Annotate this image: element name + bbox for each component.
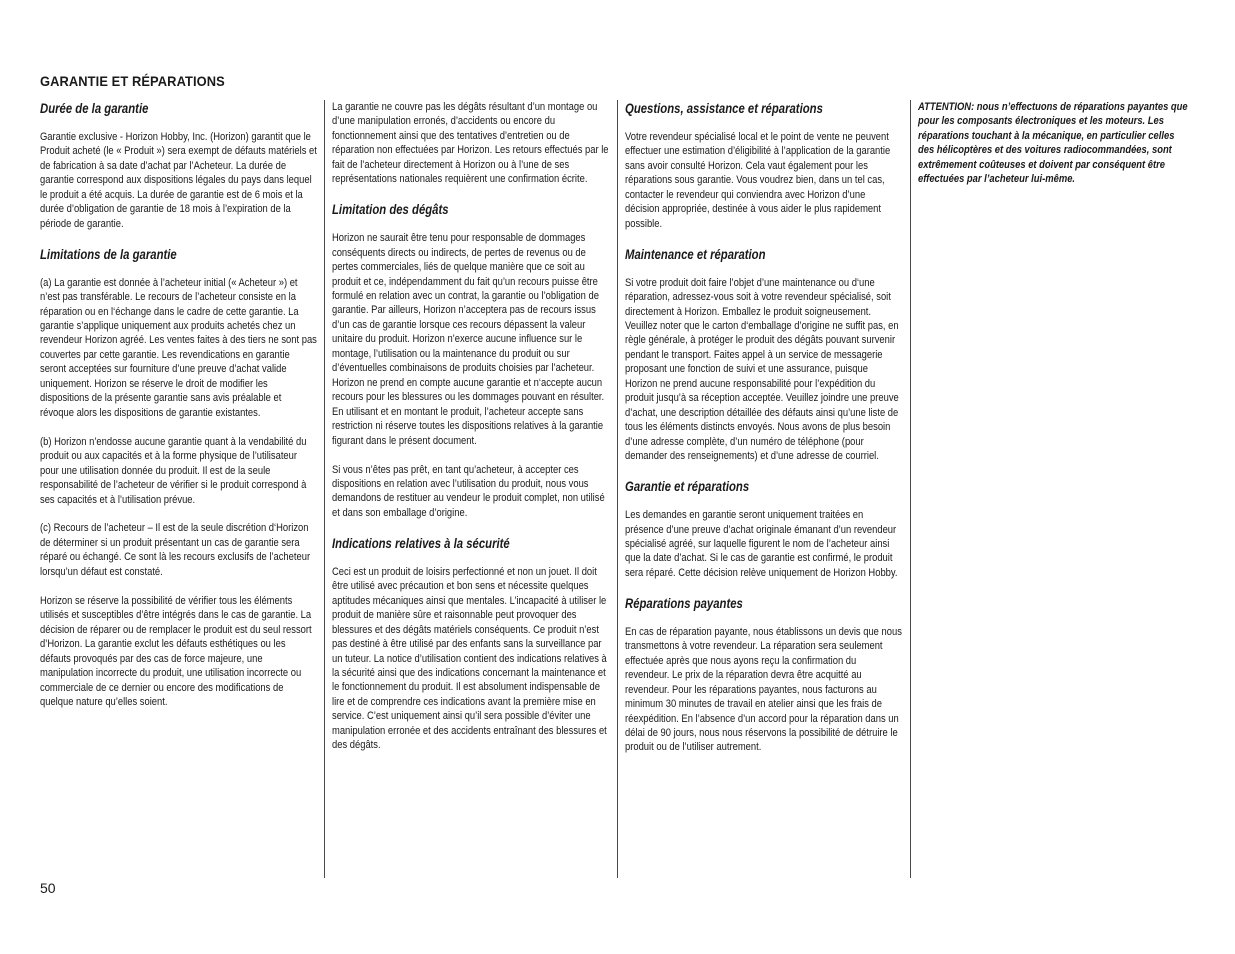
column-divider — [910, 100, 911, 878]
column-3 — [625, 100, 901, 769]
section-heading-securite: Indications relatives à la sécurité — [332, 535, 510, 551]
section-heading-garantie-reparations: Garantie et réparations — [625, 479, 750, 495]
paragraph: (a) La garantie est donnée à l’acheteur initial (« Acheteur ») et n’est pas transférable. Le recours de l’acheteur consiste en la réparation ou en l‘échange dans le cadre de cette garantie. La garantie s’applique uniquement aux produits achetés chez un revendeur Horizon agréé. Les ventes faites à des tiers ne sont pas couvertes par cette garantie. Les revendications en garantie seront acceptées sur fourniture d’une preuve d’achat valide uniquement. Horizon se réserve le droit de modifier les dispositions de la présente garantie sans avis préalable et révoque alors les dispositions de garantie existantes. — [40, 276, 317, 419]
column-1 — [40, 100, 316, 724]
paragraph: Si vous n’êtes pas prêt, en tant qu’acheteur, à accepter ces dispositions en relation avec l’utilisation du produit, nous vous demandons de restituer au vendeur le produit complet, non utilisé et dans son emballage d’origine. — [332, 463, 605, 519]
page-title: GARANTIE ET RÉPARATIONS — [40, 73, 225, 89]
section-heading-questions: Questions, assistance et réparations — [625, 101, 823, 116]
page-number: 50 — [40, 880, 56, 896]
paragraph: La garantie ne couvre pas les dégâts résultant d’un montage ou d’une manipulation erronés, d’accidents ou encore du fonctionnement ainsi que des tentatives d’entretien ou de réparation non effectuées par Horizon. Les retours effectués par le fait de l’acheteur directement à Horizon ou à l’une de ses représentations nationales requièrent une confirmation écrite. — [332, 101, 609, 186]
section-heading-reparations-payantes: Réparations payantes — [625, 595, 743, 611]
column-2 — [332, 100, 608, 767]
paragraph: Garantie exclusive - Horizon Hobby, Inc. (Horizon) garantit que le Produit acheté (le « Produit ») sera exempt de défauts matériels et de fabrication à sa date d’achat par l’Acheteur. La durée de garantie correspond aux dispositions légales du pays dans lequel le produit a été acquis. La durée de garantie est de 6 mois et la durée d’obligation de garantie de 18 mois à l’expiration de la période de garantie. — [40, 131, 317, 230]
section-heading-maintenance: Maintenance et réparation — [625, 246, 766, 262]
section-heading-limitations-garantie: Limitations de la garantie — [40, 246, 177, 262]
paragraph: (c) Recours de l’acheteur – Il est de la seule discrétion d‘Horizon de déterminer si un produit présentant un cas de garantie sera réparé ou échangé. Ce sont là les recours exclusifs de l’acheteur lorsqu’un défaut est constaté. — [40, 522, 311, 578]
paragraph: En cas de réparation payante, nous établissons un devis que nous transmettons à votre revendeur. La réparation sera seulement effectuée après que nous ayons reçu la confirmation du revendeur. Le prix de la réparation devra être acquitté au revendeur. Pour les réparations payantes, nous facturons au minimum 30 minutes de travail en atelier ainsi que les frais de réexpédition. En l’absence d’un accord pour la réparation dans un délai de 90 jours, nous nous réservons la possibilité de détruire le produit ou de l’utiliser autrement. — [625, 625, 902, 754]
paragraph: Votre revendeur spécialisé local et le point de vente ne peuvent effectuer une estimation d’éligibilité à l’application de la garantie sans avoir consulté Horizon. Cela vaut également pour les réparations sous garantie. Vous voudrez bien, dans un tel cas, contacter le revendeur qui conviendra avec Horizon d’une décision appropriée, destinée à vous aider le plus rapidement possible. — [625, 131, 891, 230]
paragraph: Horizon ne saurait être tenu pour responsable de dommages conséquents directs ou indirects, de pertes de revenus ou de pertes commerciales, liés de quelque manière que ce soit au produit et ce, indépendamment du fait qu’un recours puisse être formulé en relation avec un contrat, la garantie ou l’obligation de garantie. Par ailleurs, Horizon n’acceptera pas de recours issus d’un cas de garantie lorsque ces recours dépassent la valeur unitaire du produit. Horizon n’exerce aucune influence sur le montage, l’utilisation ou la maintenance du produit ou sur d’éventuelles combinaisons de produits choisies par l’acheteur. Horizon ne prend en compte aucune garantie et n‘accepte aucun recours pour les blessures ou les dommages pouvant en résulter. En utilisant et en montant le produit, l’acheteur accepte sans restriction ni réserve toutes les dispositions relatives à la garantie figurant dans le présent document. — [332, 232, 605, 447]
paragraph: (b) Horizon n’endosse aucune garantie quant à la vendabilité du produit ou aux capacités et à la forme physique de l’utilisateur pour une utilisation donnée du produit. Il est de la seule responsabilité de l’acheteur de vérifier si le produit correspond à ses capacités et à l’utilisation prévue. — [40, 435, 307, 506]
paragraph: Horizon se réserve la possibilité de vérifier tous les éléments utilisés et susceptibles d’être intégrés dans le cas de garantie. La décision de réparer ou de remplacer le produit est du seul ressort d’Horizon. La garantie exclut les défauts esthétiques ou les défauts provoqués par des cas de force majeure, une manipulation incorrecte du produit, une utilisation incorrecte ou commerciale de ce dernier ou encore des modifications de quelque nature qu’elles soient. — [40, 594, 312, 708]
attention-notice: ATTENTION: nous n’effectuons de réparations payantes que pour les composants électroniques et les moteurs. Les réparations touchant à la mécanique, en particulier celles des hélicoptères et des voitures radiocommandées, sont extrêmement coûteuses et doivent par conséquent être effectuées par l’acheteur lui-même. — [918, 101, 1188, 186]
column-4 — [918, 100, 1190, 187]
column-divider — [324, 100, 325, 878]
section-heading-limitation-degats: Limitation des dégâts — [332, 202, 449, 218]
paragraph: Les demandes en garantie seront uniquement traitées en présence d’une preuve d’achat originale émanant d’un revendeur spécialisé agréé, sur laquelle figurent le nom de l’acheteur ainsi que la date d’achat. Si le cas de garantie est confirmé, le produit sera réparé. Cette décision relève uniquement de Horizon Hobby. — [625, 509, 898, 579]
section-heading-duree-garantie: Durée de la garantie — [40, 101, 149, 116]
paragraph: Ceci est un produit de loisirs perfectionné et non un jouet. Il doit être utilisé avec précaution et bon sens et nécessite quelques aptitudes mécaniques ainsi que mentales. L’incapacité à utiliser le produit de manière sûre et raisonnable peut provoquer des blessures et des dégâts matériels conséquents. Ce produit n’est pas destiné à être utilisé par des enfants sans la surveillance par un tuteur. La notice d’utilisation contient des indications relatives à la sécurité ainsi que des indications concernant la maintenance et le fonctionnement du produit. Il est absolument indispensable de lire et de comprendre ces indications avant la première mise en service. C’est uniquement ainsi qu’il sera possible d’éviter une manipulation erronée et des accidents entraînant des blessures et des dégâts. — [332, 565, 607, 752]
paragraph: Si votre produit doit faire l’objet d’une maintenance ou d‘une réparation, adressez-vous soit à votre revendeur spécialisé, soit directement à Horizon. Emballez le produit soigneusement. Veuillez noter que le carton d‘emballage d’origine ne suffit pas, en règle générale, à protéger le produit des dégâts pouvant survenir pendant le transport. Faites appel à un service de messagerie proposant une fonction de suivi et une assurance, puisque Horizon ne prend aucune responsabilité pour l’expédition du produit jusqu’à sa réception acceptée. Veuillez joindre une preuve d’achat, une description détaillée des défauts ainsi qu’une liste de tous les éléments distincts envoyés. Nous avons de plus besoin d’une adresse complète, d’un numéro de téléphone (pour demander des renseignements) et d’une adresse de courriel. — [625, 276, 899, 463]
column-divider — [617, 100, 618, 878]
